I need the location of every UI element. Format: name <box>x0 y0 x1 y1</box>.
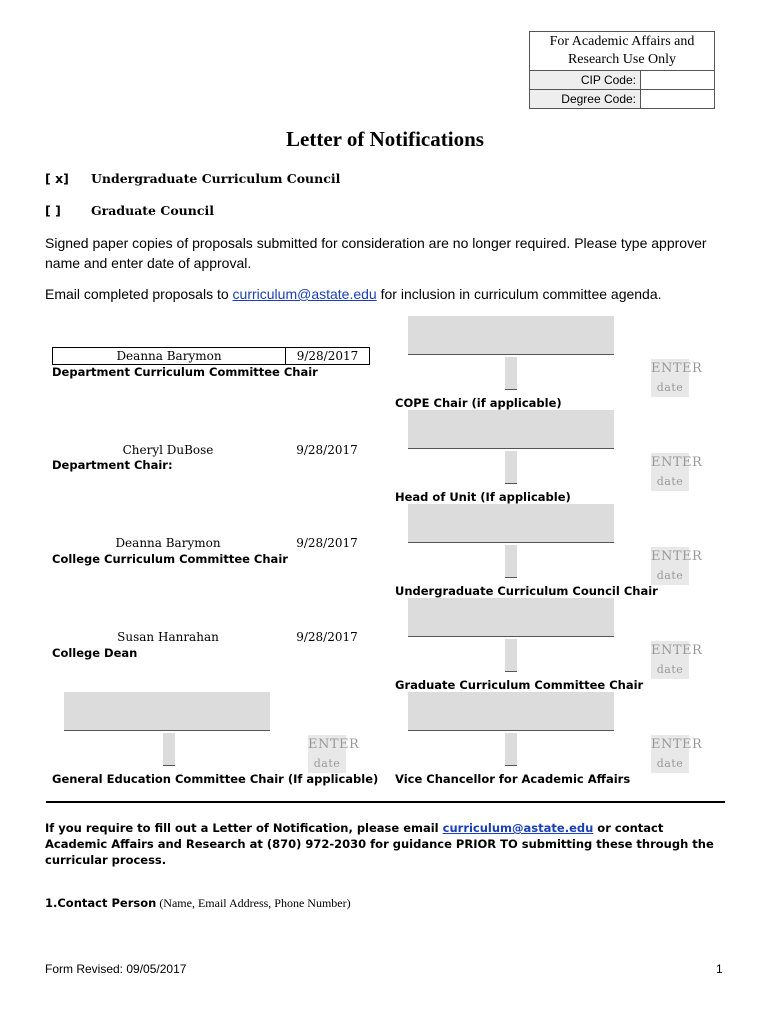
notice-text <box>45 820 725 868</box>
graduate-council-label: Graduate Council <box>91 203 214 218</box>
enter-date-field[interactable] <box>651 547 703 585</box>
role-label: COPE Chair (if applicable) <box>395 396 562 410</box>
enter-text: ENTER <box>651 643 703 658</box>
page-title: Letter of Notifications <box>286 127 484 151</box>
enter-date-field[interactable] <box>651 453 703 491</box>
approver-name-field[interactable]: Deanna Barymon <box>115 536 221 550</box>
approver-name-field[interactable] <box>408 598 614 637</box>
enter-date-field[interactable] <box>651 359 703 397</box>
role-label: Department Chair: <box>52 458 173 472</box>
notice-after: or contact Academic Affairs and Research at (870) 972-2030 for guidance PRIOR TO submitting these through the curricular process. <box>45 821 714 867</box>
notice-before: If you require to fill out a Letter of Notification, please email <box>45 821 443 835</box>
approver-name-field[interactable]: Susan Hanrahan <box>117 630 219 644</box>
enter-text: ENTER <box>651 737 703 752</box>
section-divider <box>46 801 725 803</box>
enter-text: ENTER <box>308 737 360 752</box>
contact-person-hint: (Name, Email Address, Phone Number) <box>156 896 351 910</box>
signature-field[interactable] <box>505 451 517 484</box>
degree-code-label: Degree Code: <box>530 90 641 108</box>
signature-field[interactable] <box>505 357 517 390</box>
enter-date-field[interactable] <box>308 735 360 773</box>
signature-field[interactable] <box>505 733 517 766</box>
graduate-council-checkbox[interactable]: [ ] <box>45 203 61 218</box>
ucc-label: Undergraduate Curriculum Council <box>91 171 341 186</box>
role-label: General Education Committee Chair (If applicable) <box>52 772 379 786</box>
role-label: Department Curriculum Committee Chair <box>52 365 318 379</box>
contact-person-label: 1.Contact Person <box>45 896 157 910</box>
signature-field[interactable] <box>505 639 517 672</box>
form-revised: Form Revised: 09/05/2017 <box>45 962 187 976</box>
approval-date-field[interactable]: 9/28/2017 <box>296 443 358 457</box>
contact-person-line <box>45 896 351 911</box>
date-text: date <box>656 757 684 770</box>
approval-date-field[interactable]: 9/28/2017 <box>296 349 359 363</box>
role-label: Undergraduate Curriculum Council Chair <box>395 584 658 598</box>
page-number: 1 <box>716 962 723 976</box>
approval-date-field[interactable]: 9/28/2017 <box>296 536 358 550</box>
cip-code-field[interactable] <box>641 71 714 89</box>
role-label: Head of Unit (If applicable) <box>395 490 571 504</box>
role-label: Graduate Curriculum Committee Chair <box>395 678 644 692</box>
ucc-checkbox[interactable]: [ x] <box>45 171 69 186</box>
instructions-text: Signed paper copies of proposals submitted for consideration are no longer required. Please type approver name and enter date of approval. <box>45 235 707 271</box>
enter-date-field[interactable] <box>651 641 703 679</box>
email-instruction-after: for inclusion in curriculum committee agenda. <box>376 286 662 302</box>
approver-name-field[interactable] <box>408 692 614 731</box>
date-text: date <box>656 475 684 488</box>
role-label: College Dean <box>52 646 138 660</box>
signature-table-1 <box>52 347 370 365</box>
date-text: date <box>313 757 341 770</box>
cip-code-label: CIP Code: <box>530 71 641 89</box>
enter-text: ENTER <box>651 455 703 470</box>
office-use-box <box>529 31 715 109</box>
role-label: College Curriculum Committee Chair <box>52 552 288 566</box>
email-instruction <box>45 284 725 304</box>
office-use-header: For Academic Affairs and Research Use Only <box>530 32 714 71</box>
approver-name-field[interactable] <box>64 692 270 731</box>
email-instruction-before: Email completed proposals to <box>45 286 233 302</box>
enter-text: ENTER <box>651 361 703 376</box>
date-text: date <box>656 381 684 394</box>
enter-text: ENTER <box>651 549 703 564</box>
role-label: Vice Chancellor for Academic Affairs <box>395 772 631 786</box>
curriculum-email-link[interactable]: curriculum@astate.edu <box>232 286 377 302</box>
notice-email-link[interactable]: curriculum@astate.edu <box>442 821 594 835</box>
approver-name-field[interactable] <box>408 316 614 355</box>
degree-code-field[interactable] <box>641 90 714 108</box>
signature-field[interactable] <box>505 545 517 578</box>
approver-name-field[interactable] <box>408 504 614 543</box>
approver-name-field[interactable]: Deanna Barymon <box>53 348 286 364</box>
date-text: date <box>656 569 684 582</box>
signature-field[interactable] <box>163 733 175 766</box>
date-text: date <box>656 663 684 676</box>
approver-name-field[interactable] <box>408 410 614 449</box>
approver-name-field[interactable]: Cheryl DuBose <box>122 443 214 457</box>
enter-date-field[interactable] <box>651 735 703 773</box>
approval-date-field[interactable]: 9/28/2017 <box>296 630 358 644</box>
